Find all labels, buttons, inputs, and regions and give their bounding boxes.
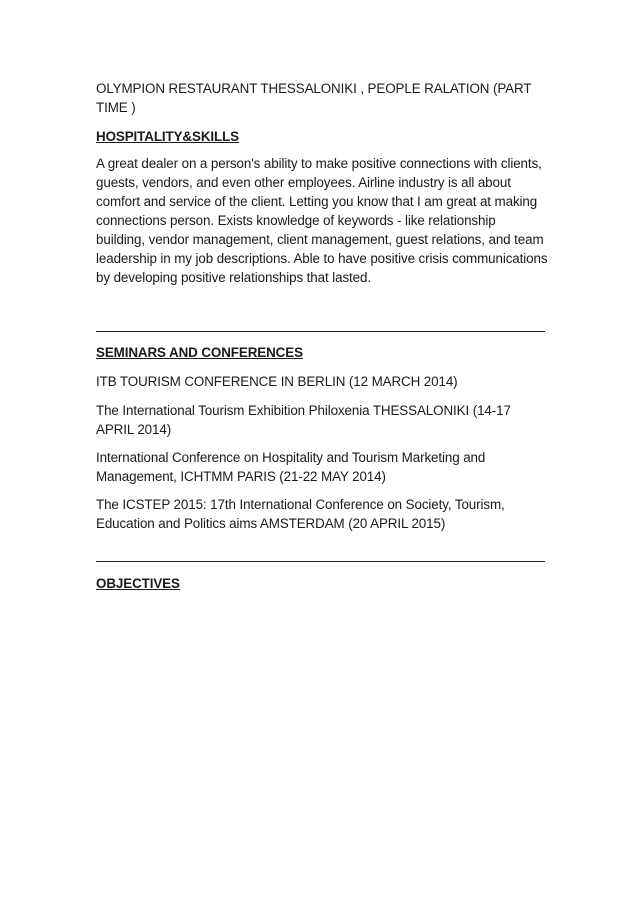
experience-line: OLYMPION RESTAURANT THESSALONIKI , PEOPLE RALATION (PART TIME ) — [96, 81, 532, 115]
seminar-item: The International Tourism Exhibition Philoxenia THESSALONIKI (14-17 APRIL 2014) — [96, 403, 511, 437]
hospitality-paragraph: A great dealer on a person's ability to make positive connections with clients, guests, vendors, and even other employees. Airline industry is all about comfort and service of the client. Letting you know that I am great at making connections person. Exists knowledge of keywords - like relationship building, vendor management, client management, guest relations, and team leadership in my job descriptions. Able to have positive crisis communications by developing positive relationships that lasted. — [96, 156, 548, 285]
section-divider — [96, 331, 545, 332]
section-divider — [96, 561, 545, 562]
hospitality-heading: HOSPITALITY&SKILLS — [96, 129, 240, 144]
objectives-heading: OBJECTIVES — [96, 576, 180, 591]
seminar-item: ITB TOURISM CONFERENCE IN BERLIN (12 MARCH 2014) — [96, 374, 458, 389]
seminar-item: International Conference on Hospitality and Tourism Marketing and Management, ICHTMM PARIS (21-22 MAY 2014) — [96, 450, 486, 484]
seminar-item: The ICSTEP 2015: 17th International Conference on Society, Tourism, Education and Politics aims AMSTERDAM (20 APRIL 2015) — [96, 497, 505, 531]
seminars-heading: SEMINARS AND CONFERENCES — [96, 345, 303, 360]
